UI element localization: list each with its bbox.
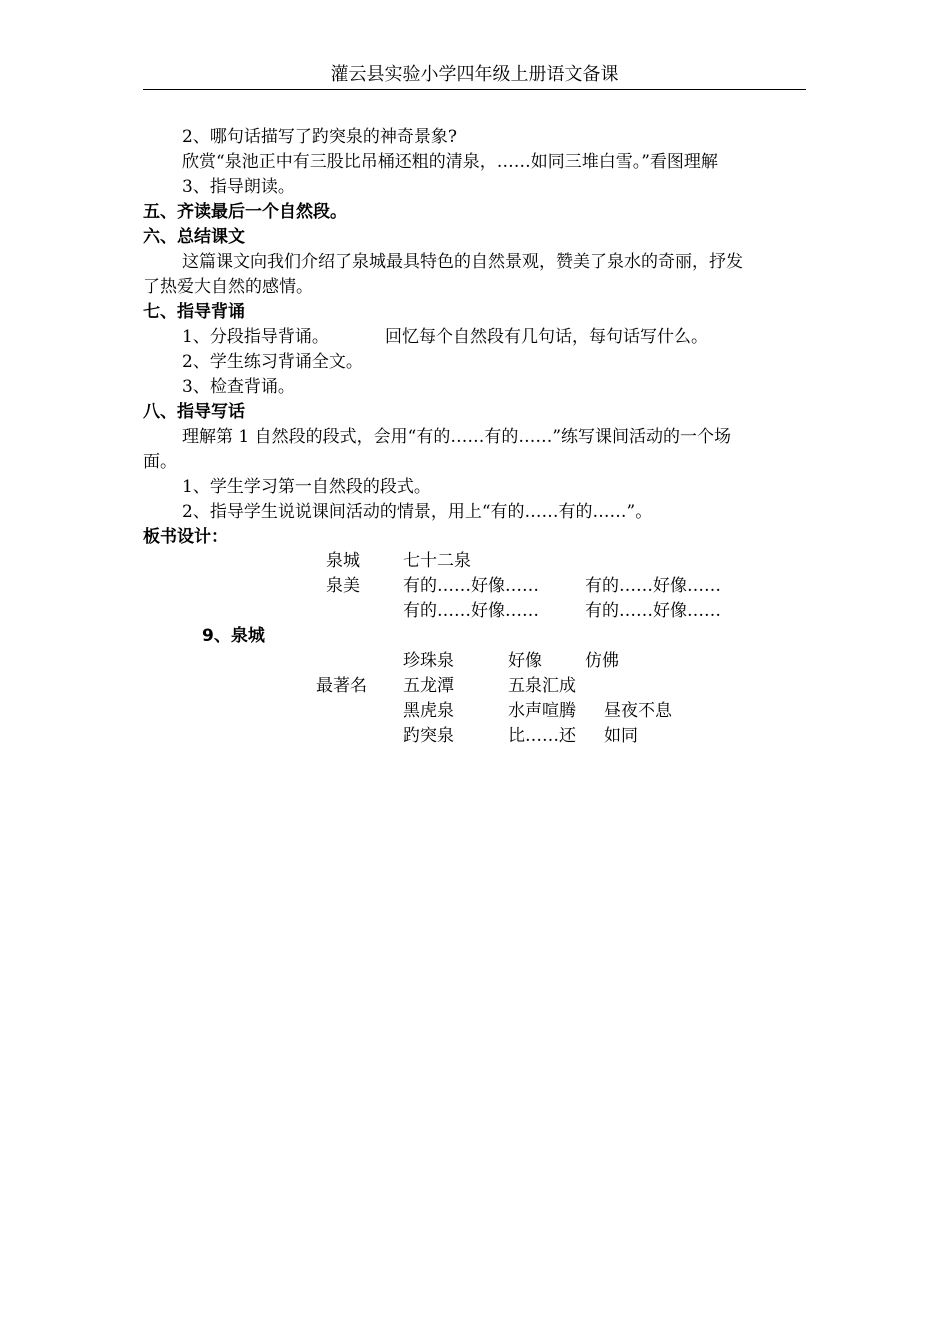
board-r7-b: 趵突泉 xyxy=(403,726,454,746)
board-design-heading: 板书设计： xyxy=(143,527,228,547)
board-r7-c: 比……还 xyxy=(508,726,576,746)
board-r5-c: 五泉汇成 xyxy=(508,676,576,696)
section-6-heading: 六、总结课文 xyxy=(143,227,245,247)
question-line: 2、哪句话描写了趵突泉的神奇景象? xyxy=(182,127,457,147)
reading-guide-line: 3、指导朗读。 xyxy=(182,177,295,197)
board-r6-b: 黑虎泉 xyxy=(403,701,454,721)
page-header: 灌云县实验小学四年级上册语文备课 xyxy=(330,64,619,85)
summary-line-2: 了热爱大自然的感情。 xyxy=(143,277,313,297)
board-r1-b: 七十二泉 xyxy=(403,551,471,571)
writing-line-2: 面。 xyxy=(143,452,177,472)
board-r1-a: 泉城 xyxy=(326,551,360,571)
writing-step-2: 2、指导学生说说课间活动的情景，用上“有的……有的……”。 xyxy=(182,502,653,522)
board-r6-c: 水声喧腾 xyxy=(508,701,576,721)
board-r5-b: 五龙潭 xyxy=(403,676,454,696)
board-r7-d: 如同 xyxy=(604,726,638,746)
header-rule xyxy=(143,89,806,90)
board-r4-b: 珍珠泉 xyxy=(403,651,454,671)
section-5-heading: 五、齐读最后一个自然段。 xyxy=(143,202,347,222)
board-r2-a: 泉美 xyxy=(326,576,360,596)
board-r4-d: 仿佛 xyxy=(585,651,619,671)
board-r2-b: 有的……好像…… xyxy=(403,576,539,596)
board-r2-c: 有的……好像…… xyxy=(585,576,721,596)
writing-line-1: 理解第 1 自然段的段式，会用“有的……有的……”练写课间活动的一个场 xyxy=(182,427,732,447)
recite-step-3: 3、检查背诵。 xyxy=(182,377,295,397)
writing-step-1: 1、学生学习第一自然段的段式。 xyxy=(182,477,431,497)
board-r5-a: 最著名 xyxy=(316,676,367,696)
board-r6-d: 昼夜不息 xyxy=(604,701,672,721)
board-title: 9、泉城 xyxy=(202,626,265,646)
recite-step-2: 2、学生练习背诵全文。 xyxy=(182,352,363,372)
section-8-heading: 八、指导写话 xyxy=(143,402,245,422)
board-r3-c: 有的……好像…… xyxy=(585,601,721,621)
recite-step-1: 1、分段指导背诵。 xyxy=(182,327,329,347)
appreciation-line: 欣赏“泉池正中有三股比吊桶还粗的清泉，……如同三堆白雪。”看图理解 xyxy=(182,152,718,172)
board-r4-c: 好像 xyxy=(508,651,542,671)
section-7-heading: 七、指导背诵 xyxy=(143,302,245,322)
summary-line-1: 这篇课文向我们介绍了泉城最具特色的自然景观，赞美了泉水的奇丽，抒发 xyxy=(182,252,743,272)
board-r3-b: 有的……好像…… xyxy=(403,601,539,621)
recite-step-1-note: 回忆每个自然段有几句话，每句话写什么。 xyxy=(385,327,708,347)
